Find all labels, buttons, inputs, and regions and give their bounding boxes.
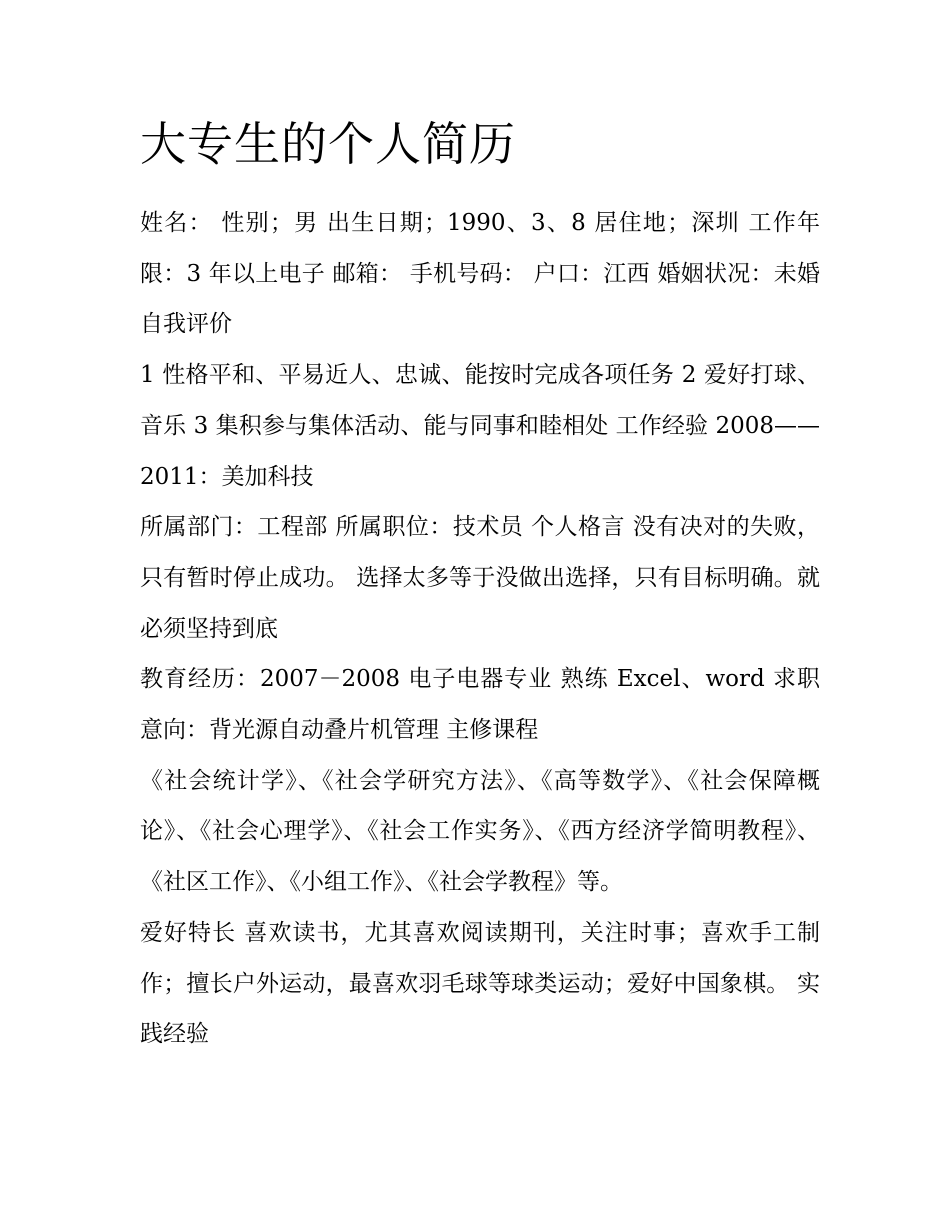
- paragraph-courses: 《社会统计学》、《社会学研究方法》、《高等数学》、《社会保障概论》、《社会心理学》、《社会工作实务》、《西方经济学简明教程》、《社区工作》、《小组工作》、《社会学教程》等。: [140, 767, 820, 896]
- paragraph-hobbies: 爱好特长 喜欢读书，尤其喜欢阅读期刊，关注时事；喜欢手工制作；擅长户外运动，最喜欢羽毛球等球类运动；爱好中国象棋。 实践经验: [140, 919, 820, 1048]
- document-title: 大专生的个人简历: [140, 117, 516, 171]
- document-page: [140, 112, 820, 1060]
- paragraph-self-evaluation: 1 性格平和、平易近人、忠诚、能按时完成各项任务 2 爱好打球、音乐 3 集积参与集体活动、能与同事和睦相处 工作经验 2008——2011：美加科技: [140, 362, 820, 490]
- paragraph-education: 教育经历：2007－2008 电子电器专业 熟练 Excel、word 求职意向：背光源自动叠片机管理 主修课程: [140, 666, 820, 744]
- paragraph-department-motto: 所属部门：工程部 所属职位：技术员 个人格言 没有决对的失败，只有暂时停止成功。 选择太多等于没做出选择，只有目标明确。就必须坚持到底: [140, 514, 820, 642]
- paragraph-personal-info: 姓名： 性别；男 出生日期；1990、3、8 居住地；深圳 工作年限：3 年以上电子 邮箱： 手机号码： 户口：江西 婚姻状况：未婚 自我评价: [140, 210, 820, 338]
